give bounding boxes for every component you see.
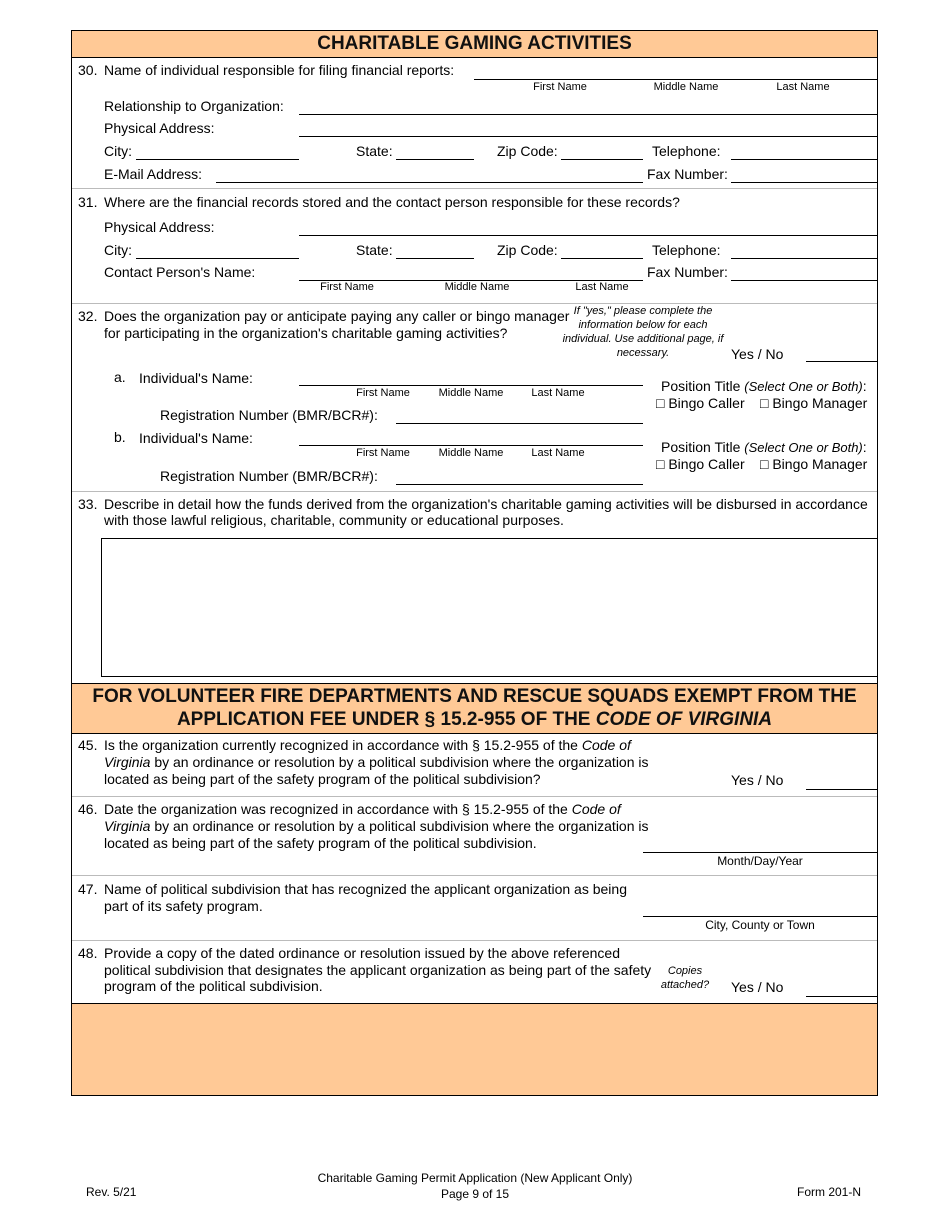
page-title: CHARITABLE GAMING ACTIVITIES xyxy=(317,33,632,54)
q46-number: 46. xyxy=(78,801,98,817)
q30-last-name-caption: Last Name xyxy=(776,81,830,93)
q45-line1 xyxy=(104,737,631,753)
q31-fax-field[interactable] xyxy=(731,280,877,281)
q32-note-2: information below for each xyxy=(578,319,708,331)
q46-line3: located as being part of the safety program of the political subdivision. xyxy=(104,835,537,851)
q30-email-label: E-Mail Address: xyxy=(104,166,203,182)
separator xyxy=(72,303,877,304)
q46-date-caption: Month/Day/Year xyxy=(717,854,803,868)
q46-code-a: Code of xyxy=(571,801,621,817)
q48-yes-no-label: Yes / No xyxy=(731,979,784,995)
section2-title-line2-a: APPLICATION FEE UNDER § 15.2-955 OF THE xyxy=(176,709,591,730)
colon: : xyxy=(862,439,867,455)
q48-copies-note-1: Copies xyxy=(667,965,703,977)
q30-relationship-label: Relationship to Organization: xyxy=(104,98,284,114)
q32b-registration-label: Registration Number (BMR/BCR#): xyxy=(160,468,378,484)
q48-yes-no-field[interactable] xyxy=(806,996,877,997)
colon: : xyxy=(862,378,867,394)
q30-fax-label: Fax Number: xyxy=(647,166,728,182)
q47-line2: part of its safety program. xyxy=(104,898,263,914)
q31-city-field[interactable] xyxy=(136,258,299,259)
q46-date-field[interactable] xyxy=(643,852,877,853)
q46-line2-text: by an ordinance or resolution by a political subdivision where the organization is xyxy=(154,818,649,834)
q48-line2: political subdivision that designates the applicant organization as being part of the safety xyxy=(104,962,652,978)
q31-telephone-field[interactable] xyxy=(731,258,877,259)
q30-address-label: Physical Address: xyxy=(104,120,215,136)
footer-page-number: Page 9 of 15 xyxy=(440,1187,510,1201)
q31-address-field[interactable] xyxy=(299,235,877,236)
q45-code-a: Code of xyxy=(581,737,631,753)
q32a-registration-field[interactable] xyxy=(396,423,643,424)
q32-note-3: individual. Use additional page, if xyxy=(562,333,724,345)
bottom-band xyxy=(72,1004,877,1095)
q31-number: 31. xyxy=(78,194,98,210)
q32a-last-name-caption: Last Name xyxy=(531,387,585,399)
q30-state-field[interactable] xyxy=(396,159,474,160)
q45-yes-no-label: Yes / No xyxy=(731,772,784,788)
q32-line1: Does the organization pay or anticipate paying any caller or bingo manager xyxy=(104,308,570,324)
q32b-bingo-manager-checkbox[interactable]: □ Bingo Manager xyxy=(760,456,868,472)
q30-text: Name of individual responsible for filing financial reports: xyxy=(104,62,455,78)
q33-line2: with those lawful religious, charitable, community or educational purposes. xyxy=(104,512,564,528)
q32b-bingo-caller-checkbox[interactable]: □ Bingo Caller xyxy=(656,456,745,472)
q30-name-field[interactable] xyxy=(474,79,877,80)
q46-code-b: Virginia xyxy=(104,818,151,834)
section2-title-code: CODE OF VIRGINIA xyxy=(595,709,773,730)
q45-line1-text: Is the organization currently recognized in accordance with § 15.2-955 of the xyxy=(104,737,578,753)
q32-note-1: If "yes," please complete the xyxy=(573,305,713,317)
q47-subdivision-field[interactable] xyxy=(643,916,877,917)
q30-address-field[interactable] xyxy=(299,136,877,137)
position-title-label: Position Title xyxy=(661,378,741,394)
q31-fax-label: Fax Number: xyxy=(647,264,728,280)
q30-zip-label: Zip Code: xyxy=(497,143,558,159)
q48-number: 48. xyxy=(78,945,98,961)
q30-first-name-caption: First Name xyxy=(533,81,587,93)
q31-state-field[interactable] xyxy=(396,258,474,259)
q47-line1: Name of political subdivision that has recognized the applicant organization as being xyxy=(104,881,627,897)
q45-line3: located as being part of the safety program of the political subdivision? xyxy=(104,771,541,787)
footer-title: Charitable Gaming Permit Application (New Applicant Only) xyxy=(317,1171,633,1185)
q31-zip-field[interactable] xyxy=(561,258,643,259)
separator xyxy=(72,875,877,876)
separator xyxy=(72,796,877,797)
q32a-first-name-caption: First Name xyxy=(356,387,410,399)
q31-zip-label: Zip Code: xyxy=(497,242,558,258)
q31-text: Where are the financial records stored and the contact person responsible for these records? xyxy=(104,194,680,210)
q30-state-label: State: xyxy=(356,143,393,159)
q32-note-4: necessary. xyxy=(616,347,670,359)
separator xyxy=(72,491,877,492)
q31-city-label: City: xyxy=(104,242,132,258)
q45-number: 45. xyxy=(78,737,98,753)
section2-title-line1: FOR VOLUNTEER FIRE DEPARTMENTS AND RESCUE SQUADS EXEMPT FROM THE xyxy=(92,686,857,707)
q48-copies-note-2: attached? xyxy=(660,979,710,991)
footer-revision: Rev. 5/21 xyxy=(86,1185,137,1199)
q30-number: 30. xyxy=(78,62,98,78)
footer-form-number: Form 201-N xyxy=(797,1185,862,1199)
q33-description-textarea[interactable] xyxy=(101,538,877,677)
q32b-letter: b. xyxy=(114,429,126,445)
q30-zip-field[interactable] xyxy=(561,159,643,160)
q31-contact-label: Contact Person's Name: xyxy=(104,264,256,280)
q46-line1 xyxy=(104,801,621,817)
q32a-letter: a. xyxy=(114,369,126,385)
q31-first-name-caption: First Name xyxy=(320,281,374,293)
q31-state-label: State: xyxy=(356,242,393,258)
q45-code-b: Virginia xyxy=(104,754,151,770)
select-note: (Select One or Both) xyxy=(744,440,863,455)
q32a-bingo-manager-checkbox[interactable]: □ Bingo Manager xyxy=(760,395,868,411)
q32-yes-no-field[interactable] xyxy=(806,361,877,362)
q32b-middle-name-caption: Middle Name xyxy=(438,447,504,459)
q32a-bingo-caller-checkbox[interactable]: □ Bingo Caller xyxy=(656,395,745,411)
q30-city-label: City: xyxy=(104,143,132,159)
q30-relationship-field[interactable] xyxy=(299,114,877,115)
q47-number: 47. xyxy=(78,881,98,897)
q32b-last-name-caption: Last Name xyxy=(531,447,585,459)
q31-middle-name-caption: Middle Name xyxy=(444,281,510,293)
q32b-first-name-caption: First Name xyxy=(356,447,410,459)
q32a-name-field[interactable] xyxy=(299,385,643,386)
section2-title-line2 xyxy=(72,709,877,731)
separator xyxy=(72,188,877,189)
q31-address-label: Physical Address: xyxy=(104,219,215,235)
q48-line1: Provide a copy of the dated ordinance or resolution issued by the above referenced xyxy=(104,945,620,961)
q32b-name-field[interactable] xyxy=(299,445,643,446)
q30-fax-field[interactable] xyxy=(731,182,877,183)
q48-line3: program of the political subdivision. xyxy=(104,978,323,994)
q30-email-field[interactable] xyxy=(216,182,643,183)
q32a-middle-name-caption: Middle Name xyxy=(438,387,504,399)
q32b-position-title xyxy=(661,439,867,455)
q46-line2 xyxy=(104,818,649,834)
q33-line1: Describe in detail how the funds derived from the organization's charitable gaming activities will be disbursed in accordance xyxy=(104,496,868,512)
q45-yes-no-field[interactable] xyxy=(806,789,877,790)
q32-yes-no-label: Yes / No xyxy=(731,346,784,362)
q32b-registration-field[interactable] xyxy=(396,484,643,485)
position-title-label: Position Title xyxy=(661,439,741,455)
q32a-registration-label: Registration Number (BMR/BCR#): xyxy=(160,407,378,423)
q33-number: 33. xyxy=(78,496,98,512)
q30-middle-name-caption: Middle Name xyxy=(653,81,719,93)
q32b-name-label: Individual's Name: xyxy=(139,430,253,446)
q31-last-name-caption: Last Name xyxy=(575,281,629,293)
q45-line2-text: by an ordinance or resolution by a political subdivision where the organization is xyxy=(154,754,649,770)
separator xyxy=(72,940,877,941)
q45-line2 xyxy=(104,754,649,770)
select-note: (Select One or Both) xyxy=(744,379,863,394)
q30-telephone-field[interactable] xyxy=(731,159,877,160)
q47-caption: City, County or Town xyxy=(705,918,815,932)
q32-number: 32. xyxy=(78,308,98,324)
q31-telephone-label: Telephone: xyxy=(652,242,721,258)
q32a-name-label: Individual's Name: xyxy=(139,370,253,386)
q30-telephone-label: Telephone: xyxy=(652,143,721,159)
q32a-position-title xyxy=(661,378,867,394)
q46-line1-text: Date the organization was recognized in accordance with § 15.2-955 of the xyxy=(104,801,568,817)
q32-line2: for participating in the organization's charitable gaming activities? xyxy=(104,325,508,341)
q30-city-field[interactable] xyxy=(136,159,299,160)
